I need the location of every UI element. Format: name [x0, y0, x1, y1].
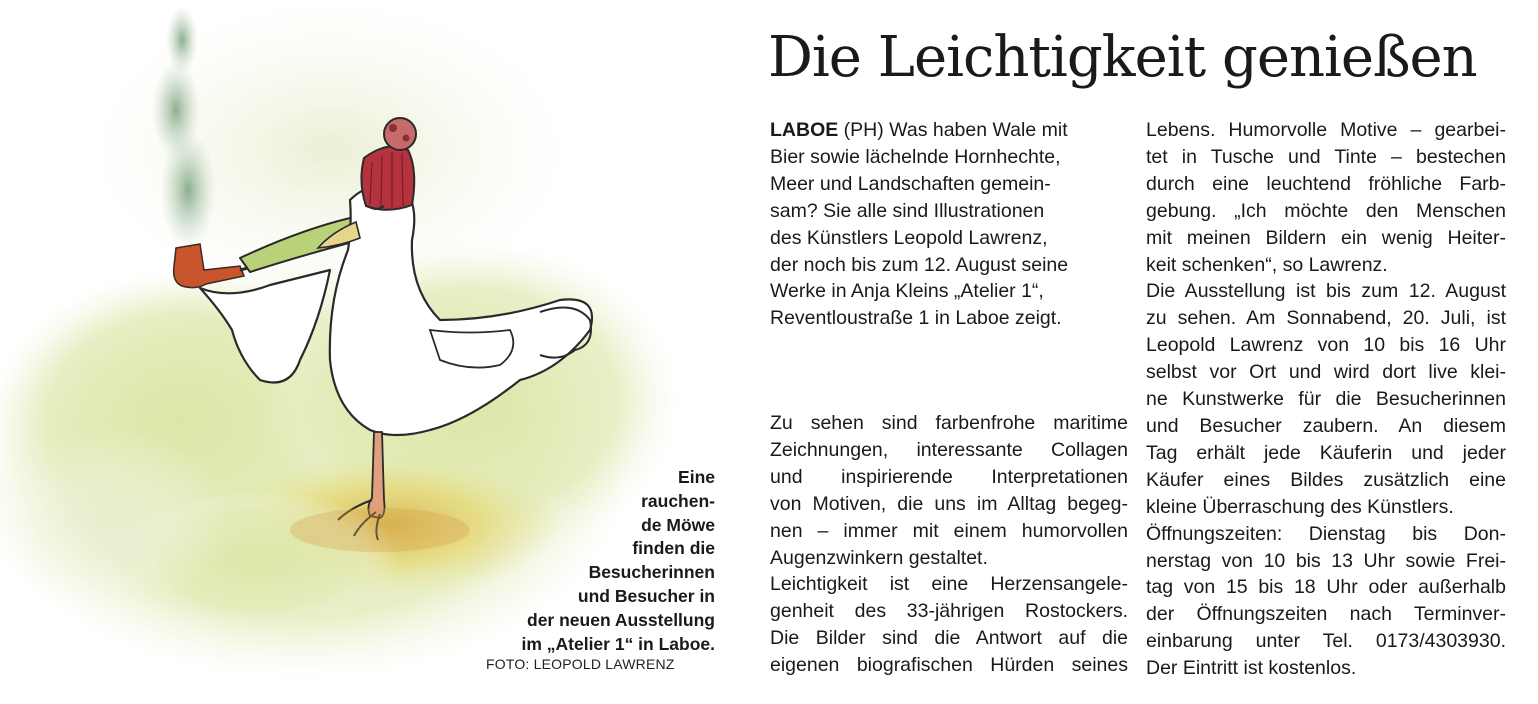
intro-line: des Künstlers Leopold Lawrenz, [770, 226, 1048, 249]
article-body-col1 [770, 410, 1128, 679]
body-line: Zu sehen sind farbenfrohe maritime [770, 412, 1128, 434]
intro-line: Werke in Anja Kleins „Atelier 1“, [770, 280, 1044, 303]
caption-line: Eine [678, 467, 715, 487]
intro-line: Reventloustraße 1 in Laboe zeigt. [770, 307, 1062, 330]
article-body-col2 [1146, 117, 1506, 682]
caption-line: Besucherinnen [588, 562, 715, 583]
intro-line: (PH) Was haben Wale mit [838, 119, 1068, 141]
dateline: LABOE [770, 119, 839, 141]
body-line: Lebens. Humorvolle Motive – gearbei- [1146, 119, 1506, 141]
body-line: nerstag von 10 bis 13 Uhr sowie Frei- [1146, 549, 1506, 572]
headline: Die Leichtigkeit genießen [768, 25, 1477, 90]
body-line: kleine Überraschung des Künstlers. [1146, 495, 1454, 518]
body-line: und Besucher zaubern. An diesem [1146, 414, 1506, 437]
body-line: zu sehen. Am Sonnabend, 20. Juli, ist [1146, 307, 1506, 330]
body-line: nen – immer mit einem humorvollen [770, 519, 1128, 542]
body-line: keit schenken“, so Lawrenz. [1146, 253, 1388, 276]
body-line: gebung. „Ich möchte den Menschen [1146, 199, 1506, 222]
body-line: durch eine leuchtend fröhliche Farb- [1146, 172, 1506, 195]
body-line: einbarung unter Tel. 0173/4303930. [1146, 630, 1506, 653]
caption-line: der neuen Ausstellung [527, 609, 715, 630]
body-line: Käufer eines Bildes zusätzlich eine [1146, 468, 1506, 491]
caption-line: und Besucher in [577, 585, 715, 606]
body-line: Augenzwinkern gestaltet. [770, 546, 988, 569]
caption-line: de Möwe [641, 514, 715, 535]
body-line: der Öffnungszeiten nach Terminver- [1146, 603, 1506, 626]
body-line: Die Ausstellung ist bis zum 12. August [1146, 280, 1506, 303]
body-line: Tag erhält jede Käuferin und jeder [1146, 441, 1506, 464]
ground-shadow [290, 508, 470, 552]
body-line: von Motiven, die uns im Alltag begeg- [770, 492, 1128, 515]
body-line: mit meinen Bildern ein wenig Heiter- [1146, 226, 1506, 249]
body-line: Der Eintritt ist kostenlos. [1146, 657, 1357, 680]
photo-caption [470, 466, 715, 656]
body-line: eigenen biografischen Hürden seines [770, 654, 1128, 677]
body-line: Zeichnungen, interessante Collagen [770, 438, 1128, 461]
body-line: selbst vor Ort und wird dort live klei- [1146, 361, 1506, 384]
body-line: ne Kunstwerke für die Besucherinnen [1146, 388, 1506, 411]
body-line: tet in Tusche und Tinte – bestechen [1146, 145, 1506, 168]
body-line: genheit des 33-jährigen Rostockers. [770, 600, 1128, 623]
intro-line: Bier sowie lächelnde Hornhechte, [770, 145, 1061, 168]
body-line: und inspirierende Interpretationen [770, 465, 1128, 488]
photo-credit: FOTO: LEOPOLD LAWRENZ [486, 656, 675, 672]
body-line: tag von 15 bis 18 Uhr oder außerhalb [1146, 576, 1506, 599]
intro-line: sam? Sie alle sind Illustrationen [770, 199, 1045, 222]
caption-line: im „Atelier 1“ in Laboe. [521, 633, 715, 654]
body-line: Die Bilder sind die Antwort auf die [770, 627, 1128, 650]
article-intro [770, 117, 1130, 332]
body-line: Öffnungszeiten: Dienstag bis Don- [1146, 522, 1506, 545]
caption-line: finden die [632, 538, 715, 559]
intro-line: der noch bis zum 12. August seine [770, 253, 1069, 276]
caption-line: rauchen- [641, 490, 715, 511]
intro-line: Meer und Landschaften gemein- [770, 172, 1051, 195]
body-line: Leichtigkeit ist eine Herzensangele- [770, 573, 1128, 596]
intro-first-line [770, 117, 1130, 144]
body-line: Leopold Lawrenz von 10 bis 16 Uhr [1146, 334, 1506, 357]
